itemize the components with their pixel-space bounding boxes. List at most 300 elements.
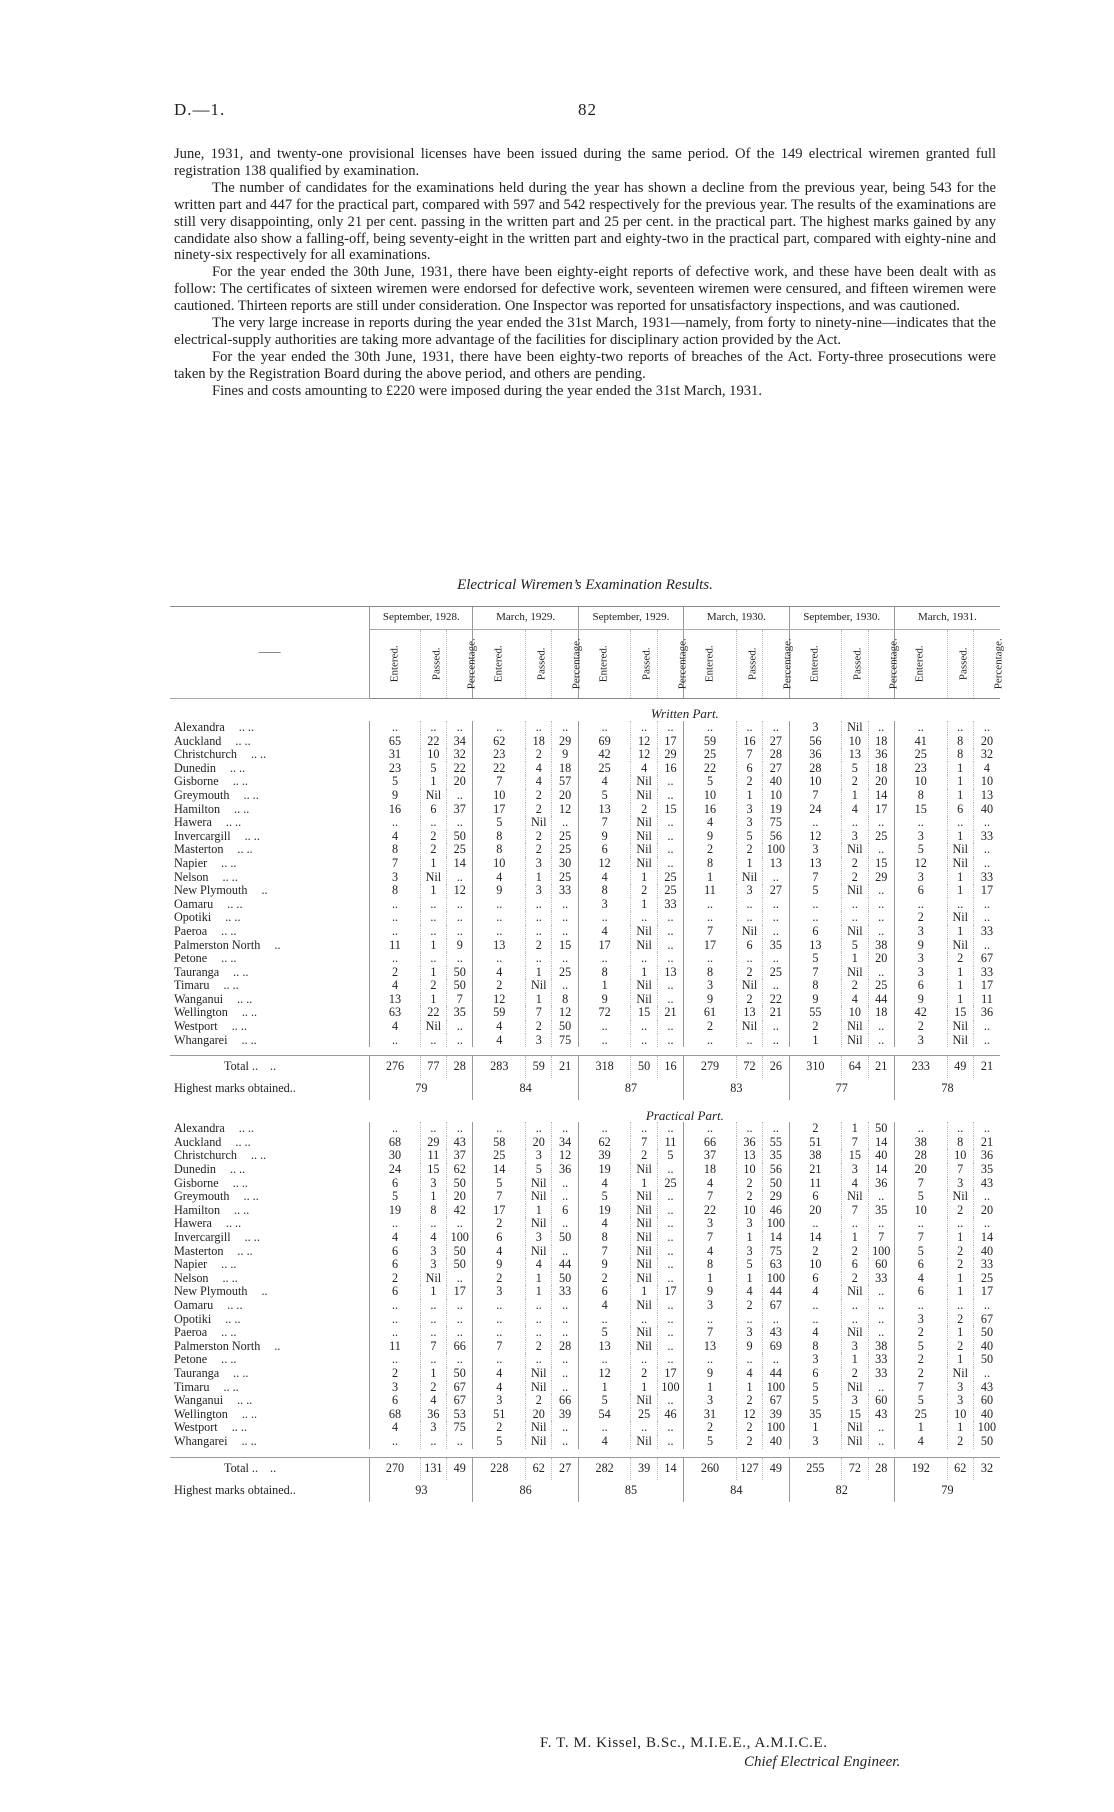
value-cell: 2 [789, 1122, 842, 1136]
leader-dots: .. .. [231, 1019, 247, 1034]
value-cell: .. [657, 1217, 683, 1231]
leader-dots: .. .. [225, 815, 242, 830]
district-name-cell [170, 857, 370, 871]
table-row [170, 1435, 1000, 1449]
value-cell: .. [552, 1299, 578, 1313]
value-cell: 6 [736, 939, 762, 953]
value-cell: 11 [657, 1136, 683, 1150]
district-name-cell [170, 1231, 370, 1245]
value-cell: 2 [578, 1272, 631, 1286]
value-cell: .. [973, 1190, 1000, 1204]
value-cell: 25 [447, 843, 473, 857]
value-cell: 34 [447, 735, 473, 749]
value-cell: Nil [736, 979, 762, 993]
value-cell: .. [763, 1034, 789, 1048]
value-cell: 3 [526, 1149, 552, 1163]
value-cell: .. [868, 1421, 894, 1435]
value-cell: .. [447, 816, 473, 830]
value-cell: .. [420, 898, 446, 912]
value-cell: 2 [894, 1020, 947, 1034]
value-cell: 6 [420, 803, 446, 817]
value-cell: .. [370, 952, 420, 966]
value-cell: 28 [552, 1340, 578, 1354]
value-cell: 7 [947, 1163, 973, 1177]
value-cell: Nil [631, 939, 657, 953]
table-row [170, 871, 1000, 885]
value-cell: .. [763, 979, 789, 993]
value-cell: 1 [578, 1381, 631, 1395]
value-cell: 1 [842, 789, 868, 803]
value-cell: 1 [947, 1421, 973, 1435]
value-cell: .. [526, 721, 552, 735]
value-cell: Nil [631, 1231, 657, 1245]
value-cell: .. [447, 1299, 473, 1313]
value-cell: .. [868, 1313, 894, 1327]
value-cell: .. [578, 952, 631, 966]
table-row [170, 952, 1000, 966]
value-cell: 68 [370, 1136, 420, 1150]
value-cell: .. [736, 898, 762, 912]
leader-dots: .. .. [237, 1393, 253, 1408]
value-cell: Nil [420, 1020, 446, 1034]
blank-header: —— [170, 607, 370, 699]
value-cell: .. [973, 1367, 1000, 1381]
value-cell: 2 [736, 993, 762, 1007]
value-cell: 35 [973, 1163, 1000, 1177]
value-cell: 276 [370, 1056, 420, 1079]
value-cell: 10 [736, 1204, 762, 1218]
value-cell: 255 [789, 1457, 842, 1480]
value-cell: 3 [420, 1177, 446, 1191]
district-name: Wanganui [174, 1393, 224, 1408]
value-cell: Nil [631, 843, 657, 857]
subheader-cell [473, 630, 526, 699]
value-cell: 17 [473, 1204, 526, 1218]
value-cell: 3 [736, 1245, 762, 1259]
value-cell: .. [473, 1326, 526, 1340]
value-cell: 38 [868, 939, 894, 953]
value-cell: 3 [842, 1340, 868, 1354]
value-cell: 77 [420, 1056, 446, 1079]
value-cell: 11 [370, 1340, 420, 1354]
value-cell: 25 [894, 748, 947, 762]
section-title-row [170, 699, 1000, 722]
body-text [174, 146, 996, 400]
district-name-cell [170, 1217, 370, 1231]
value-cell: .. [473, 1313, 526, 1327]
value-cell: 49 [447, 1457, 473, 1480]
subheader-cell [447, 630, 478, 699]
value-cell: 3 [684, 1217, 737, 1231]
table-row [170, 966, 1000, 980]
total-row [170, 1457, 1000, 1480]
value-cell: .. [370, 1299, 420, 1313]
district-name-cell [170, 721, 370, 735]
value-cell: 15 [894, 803, 947, 817]
value-cell: 2 [526, 1340, 552, 1354]
value-cell: 10 [842, 1006, 868, 1020]
value-cell: .. [447, 1326, 473, 1340]
value-cell: .. [447, 1020, 473, 1034]
value-cell: 12 [789, 830, 842, 844]
value-cell: 29 [763, 1190, 789, 1204]
value-cell: 20 [552, 789, 578, 803]
highest-mark-value: 77 [789, 1078, 894, 1100]
value-cell: 1 [631, 1285, 657, 1299]
value-cell: 33 [552, 1285, 578, 1299]
subheader-cell [973, 630, 1005, 699]
value-cell: Nil [526, 1177, 552, 1191]
value-cell: 11 [684, 884, 737, 898]
value-cell: Nil [842, 1381, 868, 1395]
district-name: Christchurch [174, 747, 237, 762]
value-cell: 6 [894, 884, 947, 898]
district-name-cell [170, 911, 370, 925]
value-cell: 1 [947, 884, 973, 898]
value-cell: Nil [631, 830, 657, 844]
value-cell: 50 [447, 966, 473, 980]
value-cell: 26 [763, 1056, 789, 1079]
value-cell: 2 [526, 803, 552, 817]
value-cell: 30 [552, 857, 578, 871]
value-cell: 19 [370, 1204, 420, 1218]
district-name: Palmerston North [174, 1338, 261, 1353]
value-cell: 9 [578, 993, 631, 1007]
value-cell: 3 [842, 1394, 868, 1408]
value-cell: 62 [578, 1136, 631, 1150]
value-cell: 13 [842, 748, 868, 762]
table-row [170, 1245, 1000, 1259]
value-cell: 14 [447, 857, 473, 871]
value-cell: 3 [894, 830, 947, 844]
value-cell: .. [473, 1353, 526, 1367]
subheader-cell [552, 630, 584, 699]
value-cell: 1 [947, 1353, 973, 1367]
value-cell: .. [763, 911, 789, 925]
value-cell: .. [736, 911, 762, 925]
value-cell: .. [370, 816, 420, 830]
value-cell: 1 [947, 1326, 973, 1340]
value-cell: 2 [526, 830, 552, 844]
value-cell: 5 [894, 1394, 947, 1408]
value-cell: 1 [420, 775, 446, 789]
total-label-cell [170, 1457, 370, 1480]
value-cell: 2 [947, 1245, 973, 1259]
value-cell: 14 [868, 1136, 894, 1150]
value-cell: .. [973, 898, 1000, 912]
value-cell: 5 [894, 1340, 947, 1354]
district-name: Greymouth [174, 1189, 230, 1204]
value-cell: .. [763, 925, 789, 939]
total-label-cell [170, 1056, 370, 1079]
leader-dots: .. .. [250, 1148, 267, 1163]
district-name-cell [170, 1408, 370, 1422]
value-cell: 2 [947, 1340, 973, 1354]
value-cell: .. [657, 1313, 683, 1327]
value-cell: 14 [789, 1231, 842, 1245]
value-cell: .. [947, 816, 973, 830]
value-cell: .. [947, 1217, 973, 1231]
value-cell: 3 [894, 1313, 947, 1327]
value-cell: 17 [973, 884, 1000, 898]
section-title: Practical Part. [645, 1107, 724, 1123]
paragraph: June, 1931, and twenty-one provisional licenses have been issued during the same period. Of the 149 electrical wiremen granted full registration 138 qualified by examination. [174, 146, 996, 179]
value-cell: 10 [763, 789, 789, 803]
table-row [170, 1258, 1000, 1272]
value-cell: .. [973, 857, 1000, 871]
leader-dots: .. .. [229, 760, 246, 775]
value-cell: 1 [947, 871, 973, 885]
value-cell: 36 [736, 1136, 762, 1150]
value-cell: .. [789, 1313, 842, 1327]
value-cell: 3 [894, 925, 947, 939]
leader-dots: .. .. [244, 828, 260, 843]
value-cell: 15 [947, 1006, 973, 1020]
value-cell: 15 [631, 1006, 657, 1020]
value-cell: 5 [736, 1258, 762, 1272]
leader-dots: .. .. [232, 1175, 248, 1190]
district-name: Invercargill [174, 1230, 231, 1244]
value-cell: 2 [789, 1020, 842, 1034]
value-cell: 63 [763, 1258, 789, 1272]
value-cell: 1 [526, 871, 552, 885]
value-cell: .. [370, 898, 420, 912]
value-cell: 32 [973, 1457, 1000, 1480]
value-cell: 35 [763, 939, 789, 953]
value-cell: .. [842, 1217, 868, 1231]
spacer-row [170, 1449, 1000, 1458]
value-cell: 9 [370, 789, 420, 803]
value-cell: 2 [947, 1435, 973, 1449]
value-cell: 1 [420, 966, 446, 980]
district-name: New Plymouth [174, 883, 248, 898]
value-cell: 6 [736, 762, 762, 776]
value-cell: .. [657, 721, 683, 735]
value-cell: 63 [370, 1006, 420, 1020]
value-cell: 3 [473, 1394, 526, 1408]
district-name: Petone [174, 1352, 208, 1367]
value-cell: 3 [947, 1394, 973, 1408]
value-cell: Nil [420, 789, 446, 803]
value-cell: 5 [578, 789, 631, 803]
value-cell: 14 [868, 789, 894, 803]
value-cell: .. [420, 1034, 446, 1048]
subheader-label: Passed. [746, 647, 759, 681]
value-cell: Nil [947, 1190, 973, 1204]
value-cell: 8 [894, 789, 947, 803]
value-cell: 25 [552, 830, 578, 844]
value-cell: .. [370, 1217, 420, 1231]
value-cell: 6 [894, 1285, 947, 1299]
value-cell: 9 [894, 993, 947, 1007]
value-cell: 5 [789, 952, 842, 966]
value-cell: 1 [526, 1285, 552, 1299]
highest-marks-row [170, 1480, 1000, 1502]
leader-dots: .. .. [227, 896, 243, 911]
value-cell: Nil [947, 843, 973, 857]
value-cell: 6 [789, 925, 842, 939]
subheader-cell [789, 630, 842, 699]
subheader-cell [842, 630, 868, 699]
value-cell: 25 [868, 830, 894, 844]
table-row [170, 789, 1000, 803]
value-cell: 7 [894, 1231, 947, 1245]
value-cell: 12 [894, 857, 947, 871]
value-cell: 2 [947, 1313, 973, 1327]
value-cell: .. [894, 721, 947, 735]
value-cell: 1 [420, 1285, 446, 1299]
value-cell: 4 [578, 1435, 631, 1449]
table-row [170, 1122, 1000, 1136]
value-cell: Nil [842, 843, 868, 857]
value-cell: 1 [420, 1190, 446, 1204]
value-cell: 5 [578, 1394, 631, 1408]
leader-dots: .. .. [233, 964, 249, 979]
value-cell: 4 [578, 1177, 631, 1191]
value-cell: 100 [763, 1217, 789, 1231]
paragraph: For the year ended the 30th June, 1931, there have been eighty-eight reports of defective work, and these have been dealt with as follow: The certificates of sixteen wiremen were endorsed for defective work, seventeen wiremen were censured, and fifteen wiremen were cautioned. Thirteen reports are still under consideration. One Inspector was reported for unsatisfactory inspections, and was cautioned. [174, 264, 996, 315]
document-reference: D.—1. [174, 100, 226, 119]
value-cell: 66 [447, 1340, 473, 1354]
period-header: March, 1931. [894, 607, 1000, 630]
leader-dots: .. .. [234, 1202, 250, 1217]
value-cell: 2 [842, 857, 868, 871]
table-row [170, 1034, 1000, 1048]
value-cell: 4 [370, 1421, 420, 1435]
value-cell: 4 [842, 1177, 868, 1191]
district-name-cell [170, 762, 370, 776]
value-cell: 24 [789, 803, 842, 817]
value-cell: 12 [447, 884, 473, 898]
value-cell: .. [578, 1421, 631, 1435]
value-cell: 8 [420, 1204, 446, 1218]
value-cell: 59 [684, 735, 737, 749]
value-cell: 2 [842, 775, 868, 789]
value-cell: 14 [973, 1231, 1000, 1245]
value-cell: 4 [894, 1272, 947, 1286]
value-cell: 8 [370, 884, 420, 898]
value-cell: 1 [420, 1367, 446, 1381]
value-cell: 5 [578, 1190, 631, 1204]
value-cell: 2 [526, 748, 552, 762]
value-cell: .. [473, 952, 526, 966]
value-cell: 2 [736, 966, 762, 980]
value-cell: 61 [684, 1006, 737, 1020]
value-cell: 69 [763, 1340, 789, 1354]
value-cell: 1 [894, 1421, 947, 1435]
value-cell: 4 [420, 1231, 446, 1245]
value-cell: 4 [473, 1020, 526, 1034]
value-cell: 5 [657, 1149, 683, 1163]
value-cell: 1 [947, 830, 973, 844]
value-cell: .. [868, 1190, 894, 1204]
value-cell: 2 [947, 952, 973, 966]
value-cell: .. [420, 1435, 446, 1449]
value-cell: 62 [473, 735, 526, 749]
value-cell: 21 [973, 1136, 1000, 1150]
value-cell: 1 [420, 993, 446, 1007]
district-name-cell [170, 1381, 370, 1395]
value-cell: 2 [631, 1149, 657, 1163]
value-cell: 44 [763, 1285, 789, 1299]
subheader-label: Passed. [430, 647, 443, 681]
value-cell: .. [657, 1190, 683, 1204]
district-name: Nelson [174, 1270, 209, 1285]
value-cell: 3 [789, 721, 842, 735]
district-name-cell [170, 1285, 370, 1299]
value-cell: .. [657, 939, 683, 953]
value-cell: 20 [868, 952, 894, 966]
value-cell: .. [842, 1313, 868, 1327]
value-cell: .. [447, 911, 473, 925]
table-row [170, 1231, 1000, 1245]
value-cell: 10 [947, 1408, 973, 1422]
value-cell: 6 [370, 1285, 420, 1299]
value-cell: 3 [578, 898, 631, 912]
value-cell: 8 [684, 966, 737, 980]
value-cell: 7 [473, 1340, 526, 1354]
value-cell: .. [684, 1353, 737, 1367]
value-cell: 28 [447, 1056, 473, 1079]
value-cell: .. [552, 911, 578, 925]
value-cell: 4 [578, 1217, 631, 1231]
table-row [170, 1367, 1000, 1381]
value-cell: 2 [842, 871, 868, 885]
value-cell: 37 [447, 803, 473, 817]
period-header: September, 1928. [370, 607, 473, 630]
value-cell: 43 [763, 1326, 789, 1340]
table-row [170, 993, 1000, 1007]
value-cell: 1 [947, 1272, 973, 1286]
value-cell: 4 [473, 1034, 526, 1048]
section-title: Written Part. [650, 706, 719, 722]
value-cell: 3 [736, 1326, 762, 1340]
value-cell: 46 [657, 1408, 683, 1422]
value-cell: 1 [947, 775, 973, 789]
value-cell: 36 [868, 1177, 894, 1191]
value-cell: .. [447, 1435, 473, 1449]
table-row [170, 1190, 1000, 1204]
district-name: Whangarei [174, 1433, 228, 1448]
value-cell: 2 [684, 1421, 737, 1435]
value-cell: 67 [763, 1299, 789, 1313]
value-cell: 270 [370, 1457, 420, 1480]
district-name-cell [170, 1326, 370, 1340]
value-cell: 50 [552, 1020, 578, 1034]
value-cell: .. [631, 1034, 657, 1048]
value-cell: 25 [684, 748, 737, 762]
value-cell: .. [657, 1326, 683, 1340]
leader-dots: .. .. [241, 1406, 258, 1421]
value-cell: 62 [447, 1163, 473, 1177]
value-cell: .. [657, 789, 683, 803]
value-cell: 17 [973, 1285, 1000, 1299]
value-cell: 43 [868, 1408, 894, 1422]
value-cell: 22 [684, 1204, 737, 1218]
value-cell: 2 [894, 911, 947, 925]
leader-dots: .. .. [243, 787, 259, 802]
subheader-label: Percentage. [571, 638, 584, 690]
highest-mark-value: 83 [684, 1078, 789, 1100]
value-cell: 58 [473, 1136, 526, 1150]
value-cell: 100 [763, 1421, 789, 1435]
value-cell: .. [842, 911, 868, 925]
district-name-cell [170, 1190, 370, 1204]
value-cell: 62 [947, 1457, 973, 1480]
leader-dots: .. .. [241, 1433, 257, 1448]
leader-dots: .. .. [221, 951, 237, 966]
value-cell: 4 [473, 1245, 526, 1259]
